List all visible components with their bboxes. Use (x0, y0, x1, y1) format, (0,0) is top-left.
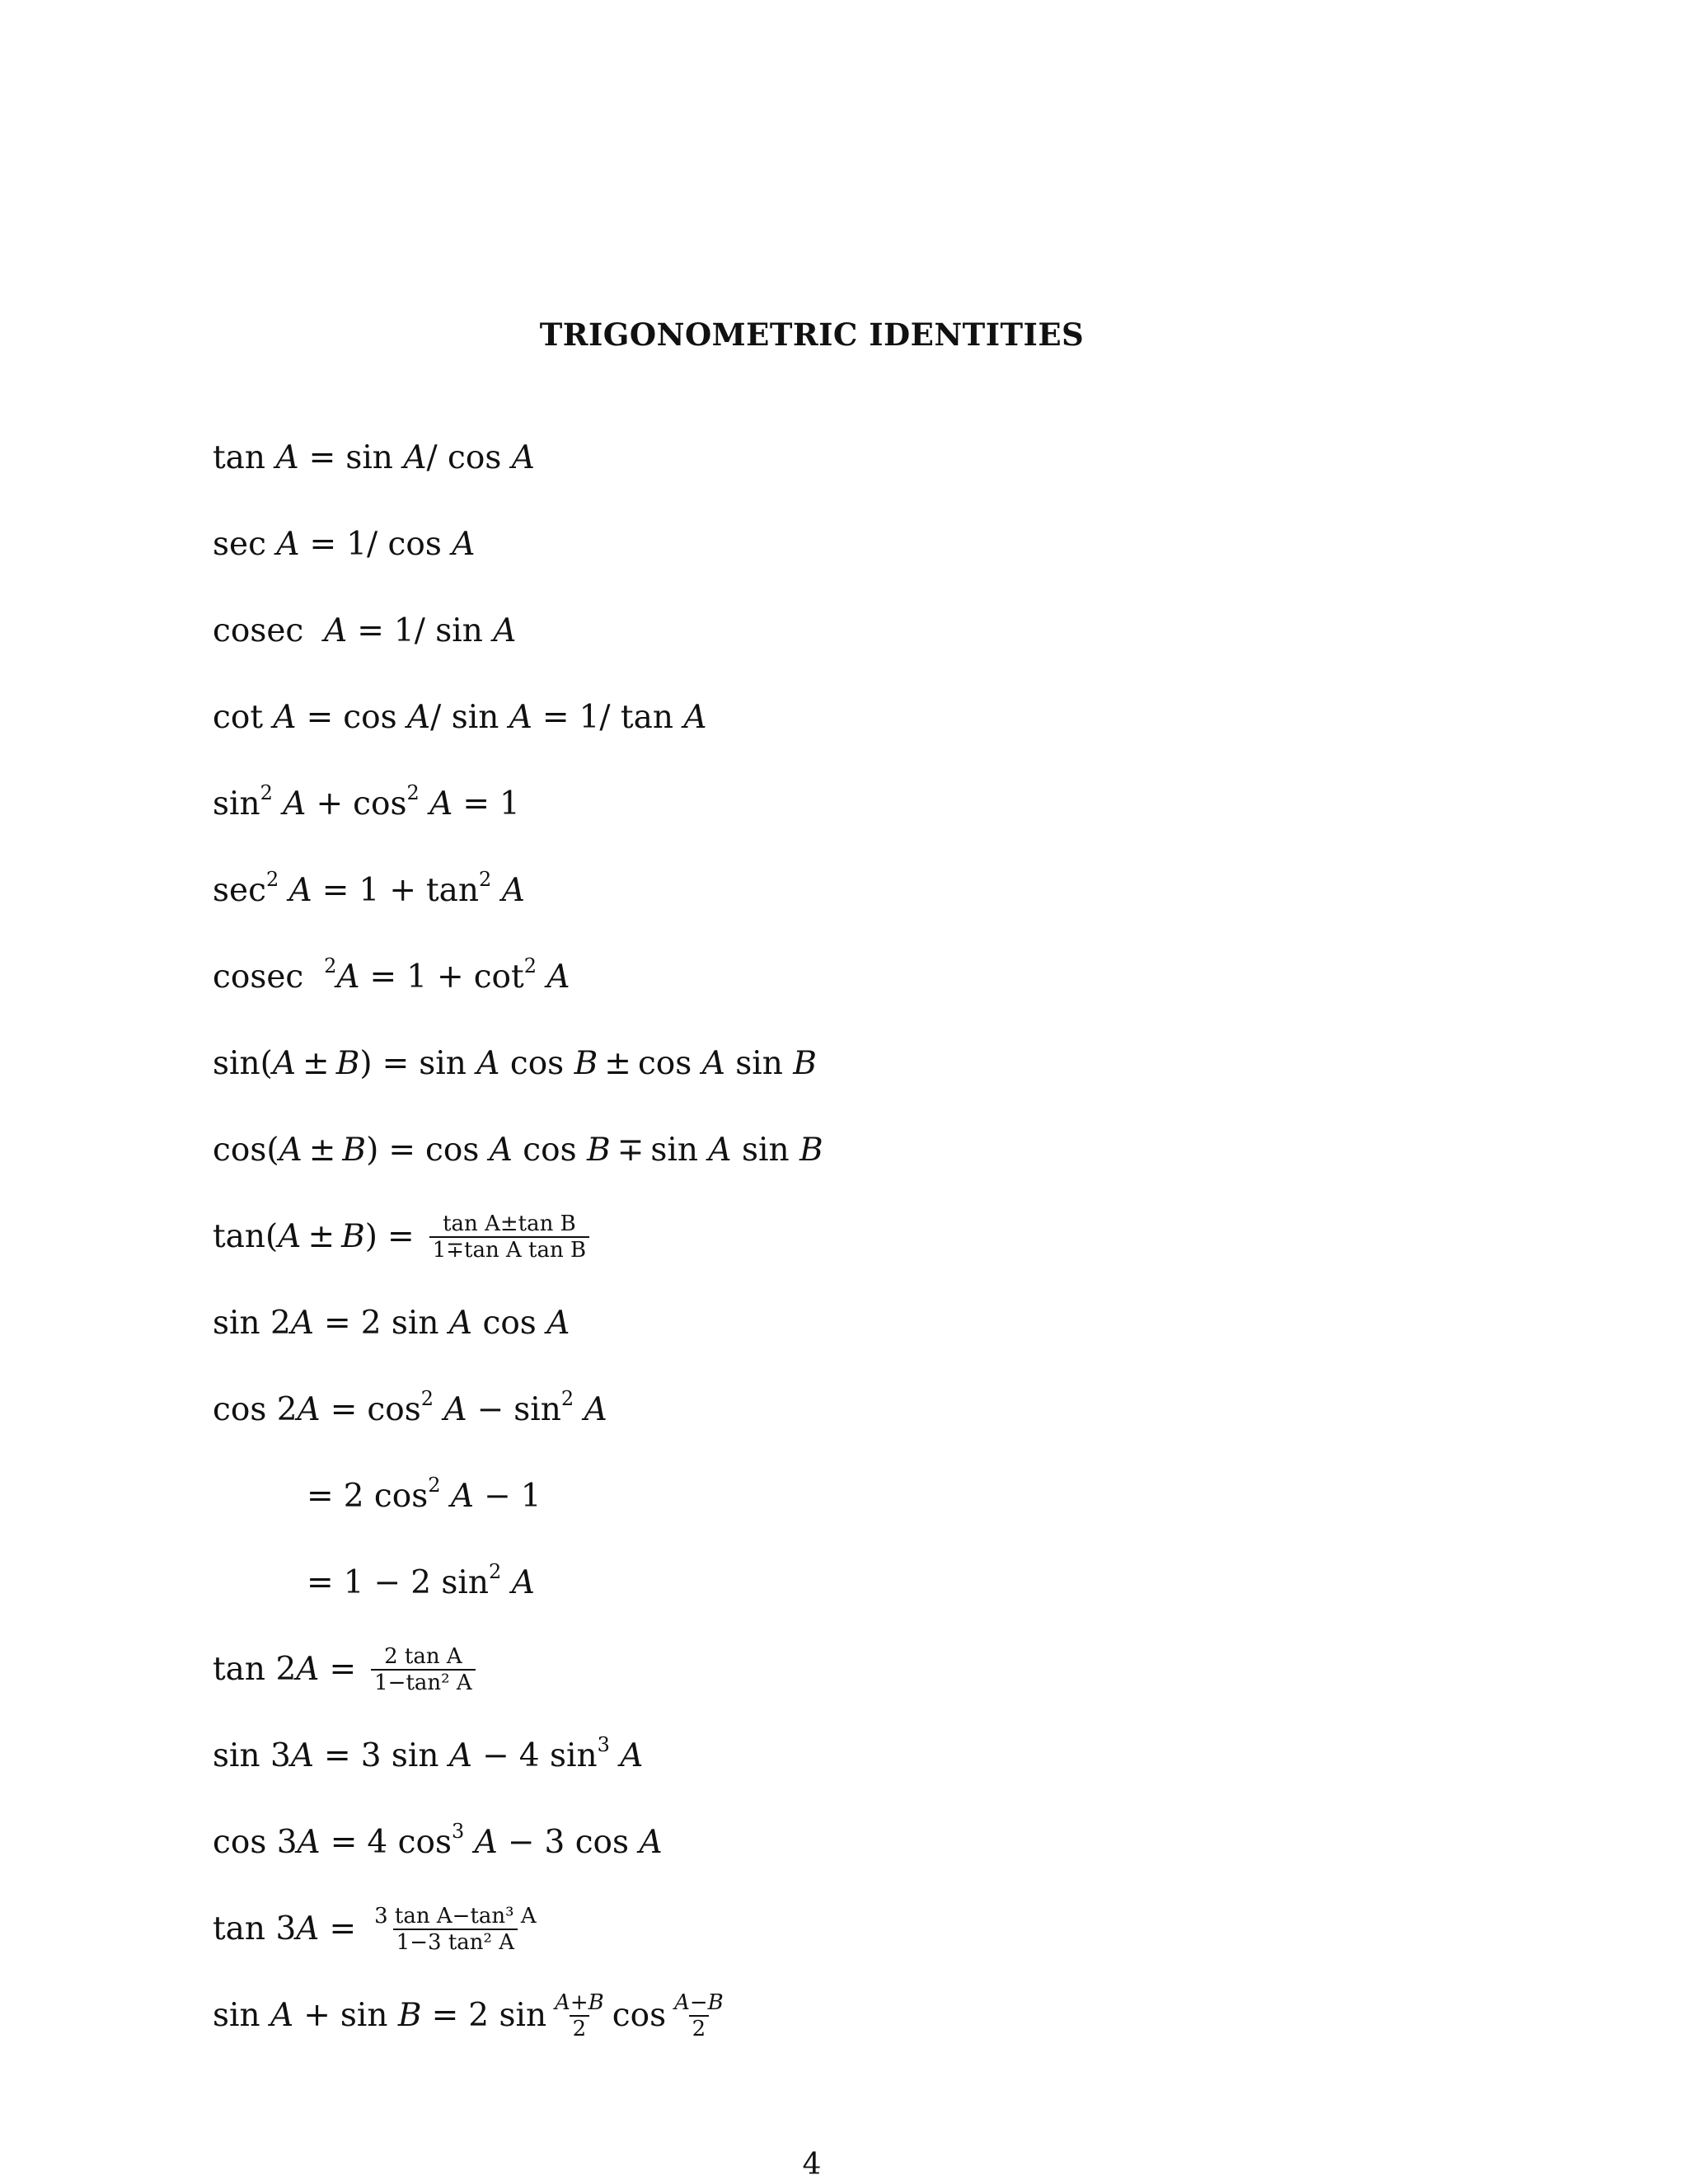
identity-sin-double: sin 2 A = 2 sin A cos A (213, 1305, 570, 1342)
identity-sin-sum: sin( A ± B ) = sin A cos B ± cos A sin B (213, 1045, 817, 1082)
identity-cot: cot A = cos A / sin A = 1/ tan A (213, 699, 707, 736)
denominator: 1∓tan A tan B (429, 1236, 589, 1262)
identity-tan: tan A = sin A / cos A (213, 439, 535, 476)
numerator: tan A±tan B (443, 1212, 576, 1236)
numerator: A−B (674, 1990, 724, 2015)
identity-sec: sec A = 1/ cos A (213, 526, 476, 563)
fraction (371, 1905, 540, 1954)
identity-cos-double-alt2: = 1 − 2 $\sin^2$ A (307, 1560, 535, 1601)
page-title: TRIGONOMETRIC IDENTITIES (539, 316, 1085, 353)
identity-tan-sum: tan( A ± B ) = $\frac{\text{tan A±tan B}}{\text{1∓tan A tan B}}$ (213, 1212, 594, 1262)
numerator: 2 tan A (384, 1644, 462, 1669)
identity-cosec-squared: cosec $^2$ A = 1 + $\cot^2$ A (213, 954, 570, 996)
fraction (551, 1991, 607, 2041)
identity-cos-double: cos 2 A = $\cos^2$ A − $\sin^2$ A (213, 1387, 607, 1428)
identity-sum-to-product: sin A + sin B = 2 sin $\frac{A+B}{2}$ cos $\frac{A-B}{2}$ (213, 1991, 732, 2041)
identity-tan-double: tan 2 A = $\frac{\text{2 tan A}}{\text{1−tan² A}}$ (213, 1645, 481, 1694)
fraction (371, 1645, 476, 1694)
page-number: 4 (802, 2148, 822, 2182)
denominator: 2 (689, 2015, 710, 2041)
denominator: 2 (570, 2015, 590, 2041)
mid-function: cos (612, 1997, 667, 2034)
fraction (671, 1991, 727, 2041)
denominator: 1−tan² A (371, 1669, 476, 1694)
numerator: 3 tan A−tan³ A (374, 1904, 537, 1929)
denominator: 1−3 tan² A (393, 1929, 518, 1954)
identity-pythagorean: $\sin^2$ A + $\cos^2$ A = 1 (213, 781, 520, 823)
prefix: 2 sin (468, 1997, 547, 2034)
identity-cos-double-alt1: = 2 $\cos^2$ A − 1 (307, 1474, 542, 1515)
identity-cos-sum: cos( A ± B ) = cos A cos B ∓ sin A sin B (213, 1132, 823, 1169)
identity-tan-triple: tan 3 A = $\frac{\text{3 tan A−tan³ A}}{\text{1−3 tan² A}}$ (213, 1905, 545, 1954)
identity-cosec: cosec A = 1/ sin A (213, 612, 517, 649)
identity-sin-triple: sin 3 A = 3 sin A − 4 $\sin^3$ A (213, 1733, 644, 1774)
fraction (429, 1212, 589, 1262)
identity-sec-squared: $\sec^2$ A = 1 + $\tan^2$ A (213, 868, 525, 909)
identity-cos-triple: cos 3 A = 4 $\cos^3$ A − 3 cos A (213, 1820, 663, 1861)
numerator: A+B (555, 1990, 604, 2015)
